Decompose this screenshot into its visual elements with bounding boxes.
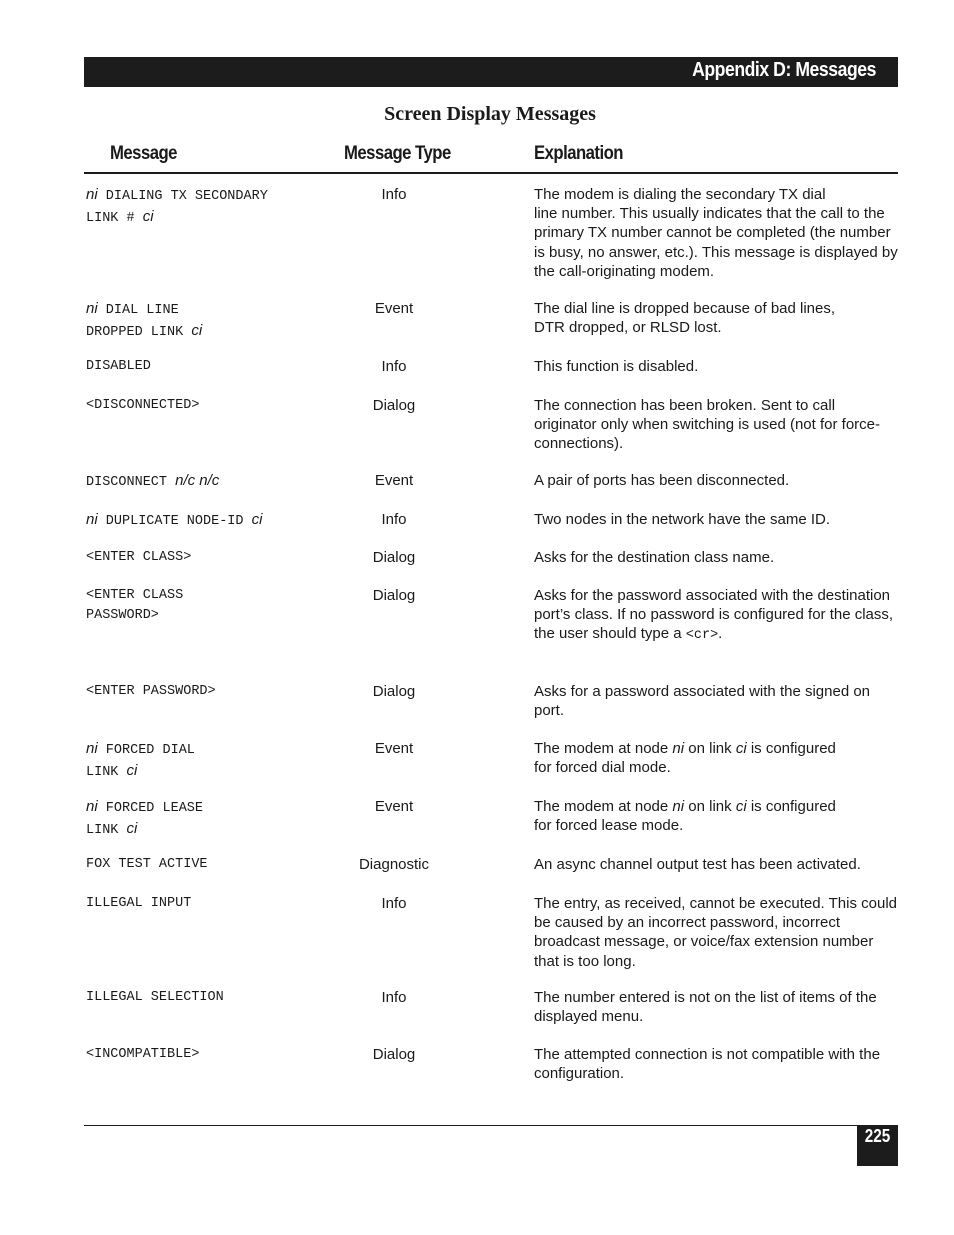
message-type-cell: Dialog (372, 1046, 416, 1063)
message-cell (86, 586, 336, 626)
header-title: Appendix D: Messages (692, 59, 876, 81)
column-header-explanation: Explanation (534, 143, 623, 164)
message-cell (86, 357, 336, 377)
text-run: FORCED LEASE (97, 801, 204, 816)
message-cell (86, 396, 336, 416)
text-run: The connection has been broken. Sent to call originator only when switching is used (not for force-connections). (534, 397, 880, 453)
text-run: <cr> (685, 628, 719, 644)
section-title: Screen Display Messages (384, 103, 596, 125)
text-run: DTR dropped, or RLSD lost. (534, 319, 722, 337)
text-run: ILLEGAL INPUT (86, 896, 192, 911)
text-run: is configured (746, 798, 836, 815)
explanation-cell (534, 988, 898, 1026)
explanation-cell (534, 855, 898, 874)
explanation-cell (534, 797, 898, 835)
text-run: LINK # (86, 211, 143, 226)
text-run: on link (684, 740, 736, 757)
message-cell (86, 894, 336, 914)
text-run: Asks for a password associated with the signed on port. (534, 683, 871, 720)
italic-variable: ci (191, 322, 203, 339)
text-run: for forced dial mode. (534, 759, 671, 777)
explanation-cell (534, 299, 898, 337)
message-type-cell: Info (381, 511, 407, 528)
message-cell (86, 797, 336, 841)
message-cell (86, 855, 336, 875)
message-cell (86, 185, 336, 229)
message-type-cell: Dialog (372, 587, 416, 604)
text-run: The dial line is dropped because of bad lines, (534, 300, 836, 317)
text-run: DUPLICATE NODE-ID (97, 514, 252, 529)
explanation-cell (534, 682, 898, 720)
text-run: DISABLED (86, 359, 151, 374)
text-run: for forced lease mode. (534, 817, 684, 835)
text-run: <ENTER PASSWORD> (86, 684, 216, 699)
text-run: The attempted connection is not compatible with the configuration. (534, 1046, 881, 1083)
message-cell (86, 471, 336, 493)
text-run: DIAL LINE (97, 303, 179, 318)
text-run: is configured (746, 740, 836, 757)
explanation-cell (534, 185, 898, 281)
message-type-cell: Info (381, 186, 407, 203)
message-type-cell: Dialog (372, 683, 416, 700)
header-rule (84, 172, 898, 174)
italic-variable: ni (86, 511, 98, 528)
italic-variable: ci (735, 798, 747, 815)
text-run: line number. This usually indicates that the call to the primary TX number cannot be completed (the number is busy, no answer, etc.). This message is displayed by the call-originating modem. (534, 205, 898, 280)
text-run: An async channel output test has been activated. (534, 856, 861, 873)
column-header-message: Message (110, 143, 177, 164)
text-run: The modem is dialing the secondary TX dial (534, 186, 826, 203)
text-run: Asks for the password associated with the destination port’s class. If no password is configured for the class, the user should type a (534, 587, 894, 643)
message-cell (86, 988, 336, 1008)
explanation-cell (534, 894, 898, 971)
text-run: This function is disabled. (534, 358, 699, 375)
explanation-cell (534, 471, 898, 490)
text-run: . (718, 625, 723, 643)
explanation-cell (534, 586, 898, 646)
italic-variable: ni (672, 798, 685, 815)
text-run: The number entered is not on the list of items of the displayed menu. (534, 989, 877, 1026)
message-type-cell: Event (374, 300, 414, 317)
italic-variable: ci (251, 511, 263, 528)
text-run: A pair of ports has been disconnected. (534, 472, 790, 489)
italic-variable: ni (86, 740, 98, 757)
explanation-cell (534, 1045, 898, 1083)
message-type-cell: Diagnostic (358, 856, 430, 873)
italic-variable: ni (86, 798, 98, 815)
message-cell (86, 1045, 336, 1065)
explanation-cell (534, 739, 898, 777)
message-type-cell: Event (374, 472, 414, 489)
italic-variable: ni (86, 186, 98, 203)
text-run: DIALING TX SECONDARY (97, 189, 268, 204)
text-run: Asks for the destination class name. (534, 549, 775, 566)
text-run: DROPPED LINK (86, 325, 192, 340)
text-run: LINK (86, 765, 127, 780)
message-type-cell: Event (374, 740, 414, 757)
message-type-cell: Dialog (372, 397, 416, 414)
footer-rule (84, 1125, 898, 1126)
message-cell (86, 682, 336, 702)
italic-variable: ci (126, 820, 138, 837)
italic-variable: ci (126, 762, 138, 779)
explanation-cell (534, 510, 898, 529)
text-run: on link (684, 798, 736, 815)
explanation-cell (534, 396, 898, 454)
explanation-cell (534, 357, 898, 376)
message-type-cell: Dialog (372, 549, 416, 566)
text-run: DISCONNECT (86, 475, 176, 490)
message-cell (86, 299, 336, 343)
text-run: <ENTER CLASS> (86, 550, 192, 565)
text-run: <DISCONNECTED> (86, 398, 200, 413)
text-run: <ENTER CLASS (86, 588, 184, 603)
italic-variable: ci (142, 208, 154, 225)
italic-variable: ni (86, 300, 98, 317)
message-type-cell: Event (374, 798, 414, 815)
text-run: Two nodes in the network have the same ID. (534, 511, 830, 528)
page-number: 225 (864, 1126, 891, 1146)
header-bar (84, 57, 898, 87)
text-run: The entry, as received, cannot be executed. This could be caused by an incorrect password, incorrect broadcast message, or voice/fax extension number that is too long. (534, 895, 897, 970)
message-cell (86, 510, 336, 532)
text-run: ILLEGAL SELECTION (86, 990, 224, 1005)
text-run: The modem at node (534, 798, 673, 815)
message-type-cell: Info (381, 895, 407, 912)
explanation-cell (534, 548, 898, 567)
text-run: LINK (86, 823, 127, 838)
column-header-type: Message Type (344, 143, 451, 164)
text-run: <INCOMPATIBLE> (86, 1047, 200, 1062)
text-run: FORCED DIAL (97, 743, 195, 758)
text-run: PASSWORD> (86, 608, 159, 623)
message-type-cell: Info (381, 989, 407, 1006)
italic-variable: ni (672, 740, 685, 757)
message-cell (86, 739, 336, 783)
italic-variable: ci (735, 740, 747, 757)
message-type-cell: Info (381, 358, 407, 375)
message-cell (86, 548, 336, 568)
page-number-box (857, 1125, 898, 1166)
italic-variable: n/c n/c (175, 472, 220, 489)
text-run: The modem at node (534, 740, 673, 757)
text-run: FOX TEST ACTIVE (86, 857, 208, 872)
